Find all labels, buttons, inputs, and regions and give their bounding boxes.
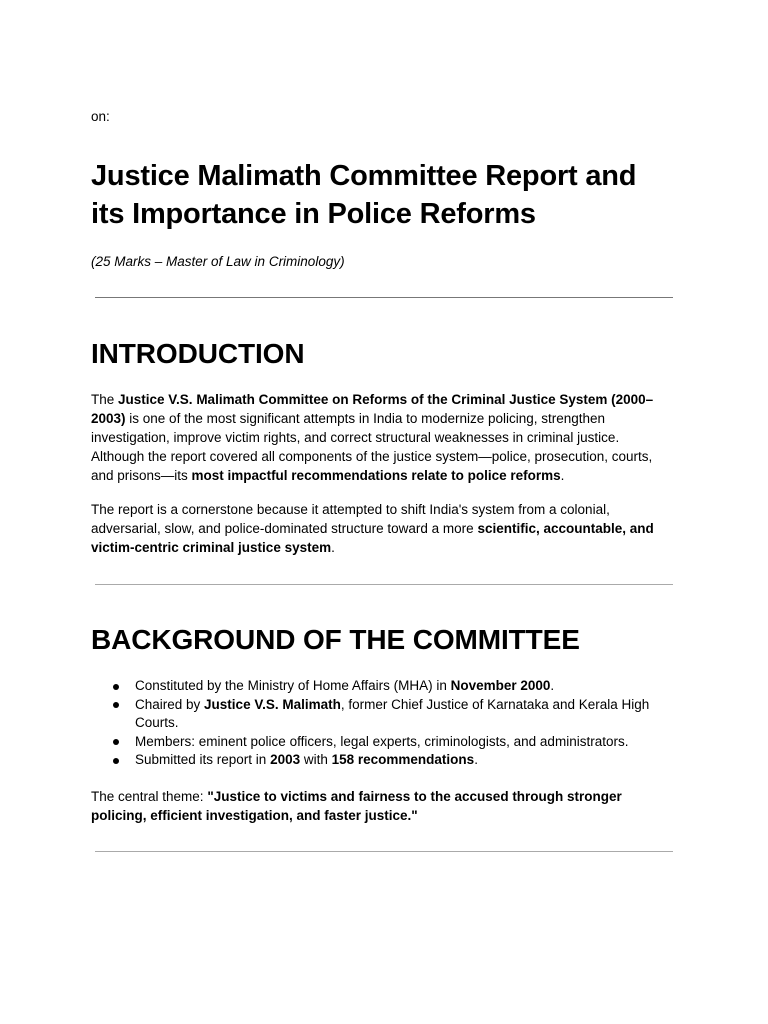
document-title: Justice Malimath Committee Report and its Importance in Police Reforms: [91, 160, 637, 230]
divider: [95, 851, 673, 852]
document-prefix: on:: [91, 109, 110, 124]
bullet-icon: [113, 684, 119, 690]
divider: [95, 297, 673, 298]
list-item: Members: eminent police officers, legal experts, criminologists, and administrators.: [91, 733, 674, 752]
background-bullet-list: [91, 677, 674, 770]
central-theme-paragraph: The central theme: "Justice to victims and fairness to the accused through stronger policing, efficient investigation, and faster justice.": [91, 789, 622, 823]
list-item: Submitted its report in 2003 with 158 recommendations.: [91, 751, 674, 770]
bullet-icon: [113, 758, 119, 764]
list-item: Chaired by Justice V.S. Malimath, former Chief Justice of Karnataka and Kerala High Courts.: [91, 696, 674, 733]
list-item: Constituted by the Ministry of Home Affairs (MHA) in November 2000.: [91, 677, 674, 696]
introduction-heading: INTRODUCTION: [91, 338, 305, 369]
document-subtitle: (25 Marks – Master of Law in Criminology): [91, 254, 345, 269]
introduction-paragraph-1: The Justice V.S. Malimath Committee on Reforms of the Criminal Justice System (2000–2003) is one of the most significant attempts in India to modernize policing, strengthen investigation, improve victim rights, and correct structural weaknesses in criminal justice. Although the report covered all components of the justice system—police, prosecution, courts, and prisons—its most impactful recommendations relate to police reforms.: [91, 392, 654, 483]
introduction-paragraph-2: The report is a cornerstone because it attempted to shift India's system from a colonial, adversarial, slow, and police-dominated structure toward a more scientific, accountable, and victim-centric criminal justice system.: [91, 502, 654, 555]
bullet-icon: [113, 702, 119, 708]
divider: [95, 584, 673, 585]
background-heading: BACKGROUND OF THE COMMITTEE: [91, 624, 580, 655]
bullet-icon: [113, 739, 119, 745]
